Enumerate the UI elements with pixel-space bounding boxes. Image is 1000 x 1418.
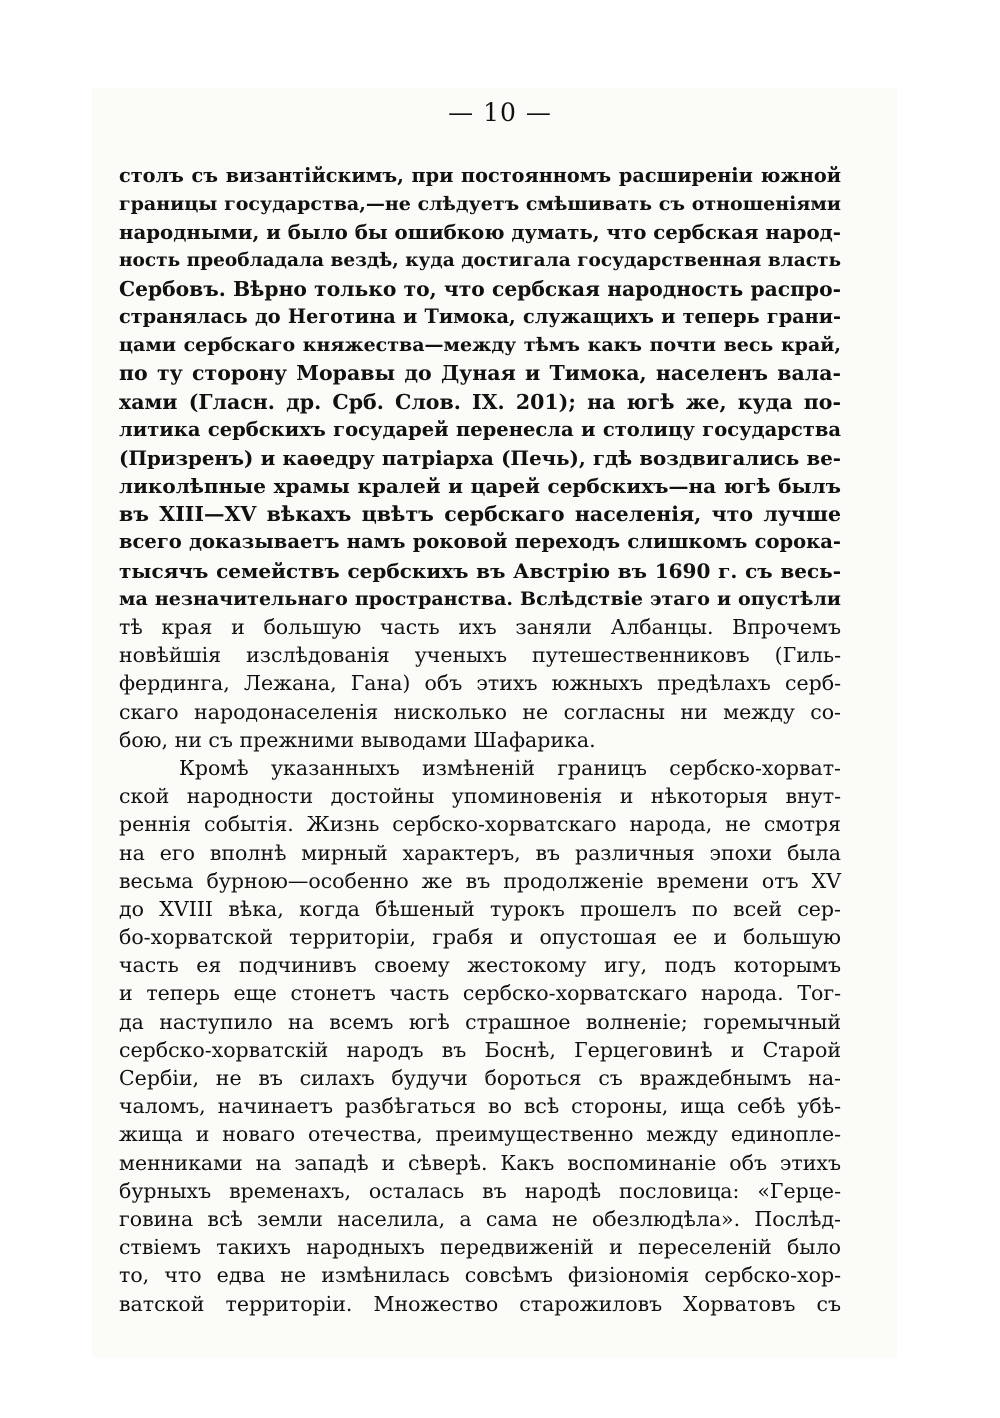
text-line: да наступило на всемъ югѣ страшное волненіе; горемычный bbox=[119, 1009, 841, 1034]
text-line: говина всѣ земли населила, а сама не обезлюдѣла». Послѣд- bbox=[119, 1206, 841, 1231]
text-line: тѣ края и большую часть ихъ заняли Албанцы. Впрочемъ bbox=[119, 615, 841, 639]
text-line: фердинга, Лежана, Гана) объ этихъ южныхъ предѣлахъ серб- bbox=[119, 671, 841, 696]
text-line: скаго народонаселенія нисколько не согласны ни между со- bbox=[119, 699, 841, 724]
text-line: чаломъ, начинаетъ разбѣгаться во всѣ стороны, ища себѣ убѣ- bbox=[119, 1094, 841, 1119]
text-line: бурныхъ временахъ, осталась въ народѣ пословица: «Герце- bbox=[119, 1178, 841, 1203]
text-line: бою, ни съ прежними выводами Шафарика. bbox=[119, 727, 596, 752]
text-line: то, что едва не измѣнилась совсѣмъ физіономія сербско-хор- bbox=[119, 1263, 841, 1288]
text-line: жища и новаго отечества, преимущественно между единопле- bbox=[119, 1122, 841, 1147]
text-line: бо-хорватской территоріи, грабя и опустошая ее и большую bbox=[119, 925, 841, 950]
page-number: — 10 — bbox=[448, 98, 552, 127]
text-line: до XVIII вѣка, когда бѣшеный турокъ прошелъ по всей сер- bbox=[119, 896, 841, 921]
text-line: ской народности достойны упоминовенія и нѣкоторыя внут- bbox=[119, 784, 841, 809]
text-line: народными, и было бы ошибкою думать, что сербская народ- bbox=[119, 220, 841, 245]
text-line: Кромѣ указанныхъ измѣненій границъ сербско-хорват- bbox=[179, 755, 841, 780]
text-line: реннія событія. Жизнь сербско-хорватскаго народа, не смотря bbox=[119, 812, 841, 837]
text-line: столъ съ византійскимъ, при постоянномъ расширеніи южной bbox=[119, 164, 841, 187]
text-line: и теперь еще стонетъ часть сербско-хорватскаго народа. Тог- bbox=[119, 981, 841, 1006]
text-line: въ XIII—XV вѣкахъ цвѣтъ сербскаго населенія, что лучше bbox=[119, 502, 841, 527]
text-line: менниками на западѣ и сѣверѣ. Какъ воспоминаніе объ этихъ bbox=[119, 1150, 841, 1175]
text-line: тысячъ семействъ сербскихъ въ Австрію въ 1690 г. съ весь- bbox=[119, 558, 841, 583]
text-line: литика сербскихъ государей перенесла и столицу государства bbox=[119, 417, 841, 441]
text-line: сербско-хорватскій народъ въ Боснѣ, Герцеговинѣ и Старой bbox=[119, 1037, 841, 1062]
text-line: ватской территоріи. Множество старожиловъ Хорватовъ съ bbox=[119, 1291, 841, 1316]
text-line: всего доказываетъ намъ роковой переходъ слишкомъ сорока- bbox=[119, 530, 841, 554]
text-line: цами сербскаго княжества—между тѣмъ какъ почти весь край, bbox=[119, 334, 841, 357]
text-line: Сербіи, не въ силахъ будучи бороться съ враждебнымъ на- bbox=[119, 1066, 841, 1090]
text-line: границы государства,—не слѣдуетъ смѣшивать съ отношеніями bbox=[119, 193, 841, 216]
text-line: весьма бурною—особенно же въ продолженіе времени отъ XV bbox=[119, 868, 841, 893]
text-line: на его вполнѣ мирный характеръ, въ различныя эпохи была bbox=[119, 840, 841, 865]
text-line: ликолѣпные храмы кралей и царей сербскихъ—на югѣ былъ bbox=[119, 474, 841, 499]
text-line: ма незначительнаго пространства. Вслѣдствіе этаго и опустѣли bbox=[119, 587, 841, 610]
text-line: Сербовъ. Вѣрно только то, что сербская народность распро- bbox=[119, 276, 841, 301]
text-line: по ту сторону Моравы до Дуная и Тимока, населенъ вала- bbox=[119, 361, 841, 386]
text-line: новѣйшія изслѣдованія ученыхъ путешественниковъ (Гиль- bbox=[119, 643, 841, 668]
text-line: ствіемъ такихъ народныхъ передвиженій и переселеній было bbox=[119, 1235, 841, 1260]
text-line: часть ея подчинивъ своему жестокому игу, подъ которымъ bbox=[119, 953, 841, 978]
text-line: ность преобладала вездѣ, куда достигала государственная власть bbox=[119, 249, 841, 271]
text-line: хами (Гласн. др. Срб. Слов. IX. 201); на югѣ же, куда по- bbox=[119, 389, 841, 414]
page-body bbox=[119, 162, 841, 1318]
text-line: странялась до Неготина и Тимока, служащихъ и теперь грани- bbox=[119, 304, 841, 328]
text-line: (Призренъ) и каѳедру патріарха (Печь), гдѣ воздвигались ве- bbox=[119, 445, 841, 470]
